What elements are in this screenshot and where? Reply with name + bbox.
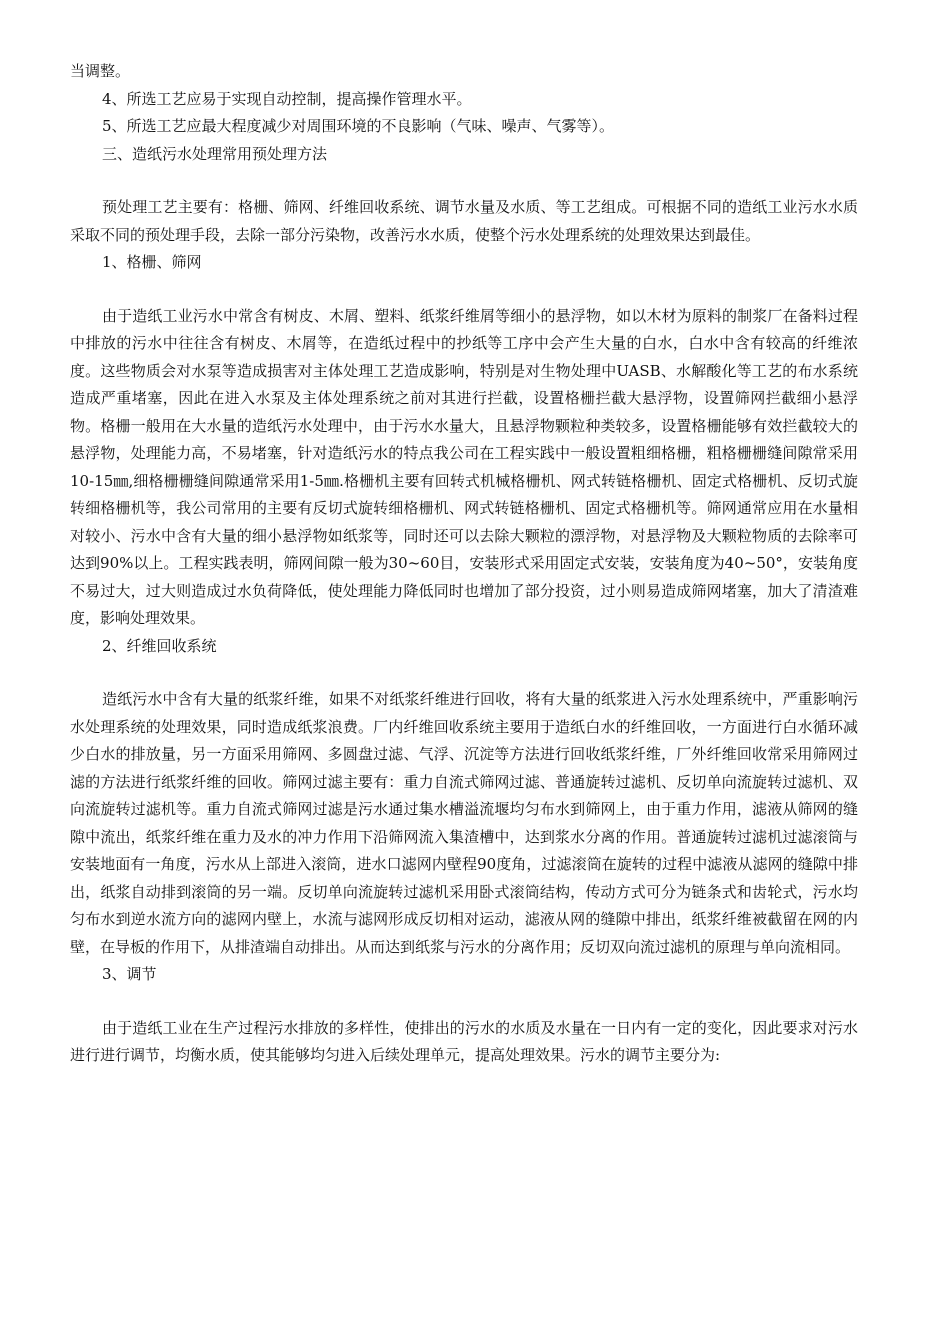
paragraph-regulation: 由于造纸工业在生产过程污水排放的多样性，使排出的污水的水质及水量在一日内有一定的变化，因此要求对污水进行进行调节，均衡水质，使其能够均匀进入后续处理单元，提高处理效果。污水的调节主要分为: xyxy=(70,1018,858,1064)
list-item-4: 4、所选工艺应易于实现自动控制，提高操作管理水平。 xyxy=(102,89,472,108)
subheading-fiber-recovery: 2、纤维回收系统 xyxy=(102,636,217,655)
list-item-5: 5、所选工艺应最大程度减少对周围环境的不良影响（气味、噪声、气雾等）。 xyxy=(102,117,615,135)
section-heading-3: 三、造纸污水处理常用预处理方法 xyxy=(102,144,328,163)
subheading-grille-screen: 1、格栅、筛网 xyxy=(102,253,202,271)
paragraph-grille-screen: 由于造纸工业污水中常含有树皮、木屑、塑料、纸浆纤维屑等细小的悬浮物，如以木材为原料的制浆厂在备料过程中排放的污水中往往含有树皮、木屑等，在造纸过程中的抄纸等工序中会产生大量的白水，白水中含有较高的纤维浓度。这些物质会对水泵等造成损害对主体处理工艺造成影响，特别是对生物处理中UASB、水解酸化等工艺的布水系统造成严重堵塞，因此在进入水泵及主体处理系统之前对其进行拦截，设置格栅拦截大悬浮物，设置筛网拦截细小悬浮物。格栅一般用在大水量的造纸污水处理中，由于污水水量大，且悬浮物颗粒种类较多，设置格栅能够有效拦截较大的悬浮物，处理能力高，不易堵塞，针对造纸污水的特点我公司在工程实践中一般设置粗细格栅，粗格栅栅缝间隙常采用10-15㎜,细格栅栅缝间隙通常采用1-5㎜.格栅机主要有回转式机械格栅机、网式转链格栅机、固定式格栅机、反切式旋转细格栅机等，我公司常用的主要有反切式旋转细格栅机、网式转链格栅机、固定式格栅机等。筛网通常应用在水量相对较小、污水中含有大量的细小悬浮物如纸浆等，同时还可以去除大颗粒的漂浮物，对悬浮物及大颗粒物质的去除率可达到90%以上。工程实践表明，筛网间隙一般为30~60目，安装形式采用固定式安装，安装角度为40~50°，安装角度不易过大，过大则造成过水负荷降低，使处理能力降低同时也增加了部分投资，过小则易造成筛网堵塞，加大了清渣难度，影响处理效果。 xyxy=(70,306,858,627)
subheading-regulation: 3、调节 xyxy=(102,965,157,983)
paragraph-fiber-recovery: 造纸污水中含有大量的纸浆纤维，如果不对纸浆纤维进行回收，将有大量的纸浆进入污水处理系统中，严重影响污水处理系统的处理效果，同时造成纸浆浪费。厂内纤维回收系统主要用于造纸白水的纤维回收，一方面进行白水循环减少白水的排放量，另一方面采用筛网、多圆盘过滤、气浮、沉淀等方法进行回收纸浆纤维，厂外纤维回收常采用筛网过滤的方法进行纸浆纤维的回收。筛网过滤主要有：重力自流式筛网过滤、普通旋转过滤机、反切单向流旋转过滤机、双向流旋转过滤机等。重力自流式筛网过滤是污水通过集水槽溢流堰均匀布水到筛网上，由于重力作用，滤液从筛网的缝隙中流出，纸浆纤维在重力及水的冲力作用下沿筛网流入集渣槽中，达到浆水分离的作用。普通旋转过滤机过滤滚筒与安装地面有一角度，污水从上部进入滚筒，进水口滤网内壁程90度角，过滤滚筒在旋转的过程中滤液从滤网的缝隙中排出，纸浆自动排到滚筒的另一端。反切单向流旋转过滤机采用卧式滚筒结构，传动方式可分为链条式和齿轮式，污水均匀布水到逆水流方向的滤网内壁上，水流与滤网形成反切相对运动，滤液从网的缝隙中排出，纸浆纤维被截留在网的内壁，在导板的作用下，从排渣端自动排出。从而达到纸浆与污水的分离作用；反切双向流过滤机的原理与单向流相同。 xyxy=(70,690,858,956)
paragraph-continuation: 当调整。 xyxy=(70,62,131,80)
paragraph-intro: 预处理工艺主要有：格栅、筛网、纤维回收系统、调节水量及水质、等工艺组成。可根据不同的造纸工业污水水质采取不同的预处理手段，去除一部分污染物，改善污水水质，使整个污水处理系统的处理效果达到最佳。 xyxy=(70,198,858,244)
